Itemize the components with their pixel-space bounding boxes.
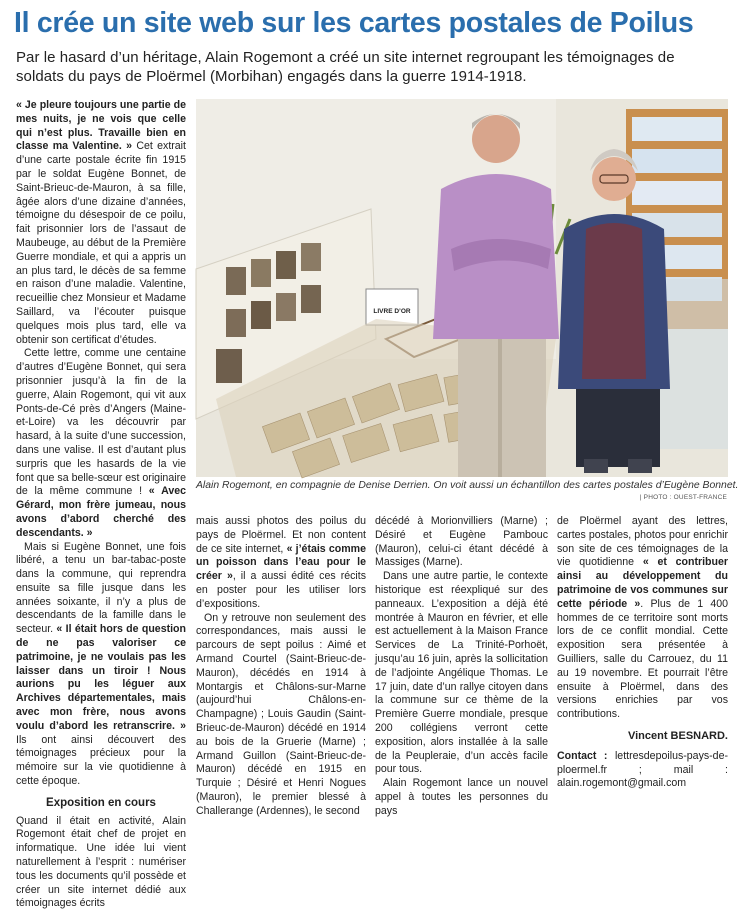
body-text: . Plus de 1 400 hommes de ce territoire sont morts lors de ce conflit mondial. Cette exposition sera présentée à Guilliers, salle du Carrouez, du 11 au 19 novembre. Et pourrait l’être ensuite à Ploërmel, dans des versions enrichies par vos contributions.	[557, 597, 728, 721]
body-text: Cet extrait d’une carte postale écrite fin 1915 par le soldat Eugène Bonnet, de Saint-Brieuc-de-Mauron, à sa fille, âgée alors d’une dizaine d’années, témoigne du désespoir de ce poilu, fait prisonnier lors de l’assaut de Maubeuge, au début de la Première Guerre mondiale, et qui a appris un an plus tard, le décès de sa femme en raison d’une maladie. Valentine, recueillie chez Monsieur et Madame Saillard, va l’écouter puisque quelques mois plus tard, elle va obtenir son certificat d’études.	[16, 140, 186, 346]
body-text: de Ploërmel ayant des lettres, cartes postales, photos pour enrichir son site de ces témoignages de la vie quotidienne	[557, 515, 728, 569]
paragraph	[16, 347, 186, 540]
body-text: Quand il était en activité, Alain Rogemont était chef de projet en informatique. Une idée lui vient naturellement à l’esprit : numériser tous les documents qu’il possède et créer un site internet dédié aux témoignages écrits	[16, 814, 186, 910]
body-text: Dans une autre partie, le contexte historique est réexpliqué sur des panneaux. L’exposition a déjà été montrée à Mauron en février, et elle est actuellement à la Maison France Services de La Trinité-Porhoët, jusqu’au 16 juin, après la sollicitation de l’adjointe Angélique Thomas. Le 17 juin, date d’un rallye citoyen dans la commune sur ce thème de la Première Guerre mondiale, presque 200 collégiens verront cette exposition, alors installée à la salle de la Peupleraie, d’un accès facile pour tous.	[375, 570, 548, 776]
chapo: Par le hasard d’un héritage, Alain Rogemont a créé un site internet regroupant les témoignages de soldats du pays de Ploërmel (Morbihan) engagés dans la guerre 1914-1918.	[16, 49, 675, 85]
body-text: Mais si Eugène Bonnet, une fois libéré, a tenu un bar-tabac-poste dans la commune, qui reprendra ensuite sa fille jusque dans les années soixante, il n’y a plus de descendants de la famille dans le secteur.	[16, 540, 186, 636]
photo-credit: | PHOTO : OUEST-FRANCE	[639, 494, 727, 501]
body-text: Ils ont ainsi découvert des témoignages précieux pour la mémoire sur la vie quotidienne à cette époque.	[16, 733, 186, 788]
photo-caption: Alain Rogemont, en compagnie de Denise Derrien. On voit aussi un échantillon des cartes postales d’Eugène Bonnet.	[196, 480, 738, 491]
paragraph	[196, 612, 366, 819]
body-text: décédé à Morionvilliers (Marne) ; Désiré et Eugène Pambouc (Mauron), celui-ci étant décédé à Massiges (Marne).	[375, 515, 548, 569]
body-text: Cette lettre, comme une centaine d’autres d’Eugène Bonnet, qui sera prisonnier jusqu’à la fin de la guerre, Alain Rogemont, qui vit aux Ponts-de-Cé près d’Angers (Maine-et-Loire) va les découvrir par hasard, à la suite d’une succession, dans une valise. Il est d’autant plus surpris que les hasards de la vie font que sa belle-sœur est originaire de la même commune !	[16, 347, 186, 498]
paragraph	[375, 515, 548, 570]
quote: « Il était hors de question de ne pas valoriser ce patrimoine, je ne voulais pas les laisser dans un tiroir ! Nous aurions pu les léguer aux Archives départementales, mais avec mon frère, nous avons voulu d’abord les retranscrire. »	[16, 623, 186, 732]
quote: « et contribuer ainsi au développement du patrimoine de vos communes sur cette période »	[557, 556, 728, 610]
body-text: Alain Rogemont lance un nouvel appel à toutes les personnes du pays	[375, 777, 548, 817]
quote: « Je pleure toujours une partie de mes nuits, je ne vois que celle qui n’est plus. Travaille bien en classe ma Valentine. »	[16, 99, 186, 153]
paragraph	[196, 515, 366, 612]
contact-label: Contact :	[557, 749, 608, 762]
paragraph	[16, 99, 186, 347]
paragraph	[16, 541, 186, 789]
article-column-1	[16, 99, 187, 910]
subheading: Exposition en cours	[46, 796, 156, 809]
article-column-2	[196, 515, 366, 817]
headline: Il crée un site web sur les cartes postales de Poilus	[14, 7, 694, 39]
book-sign-label: LIVRE D’OR	[373, 308, 411, 315]
article-column-4	[557, 515, 728, 790]
paragraph	[557, 515, 728, 722]
paragraph	[16, 815, 186, 911]
body-text: mais aussi photos des poilus du pays de Ploërmel. Et non content de ce site internet,	[196, 515, 366, 555]
author-signature: Vincent BESNARD.	[627, 729, 728, 742]
quote: « Avec Gérard, mon frère jumeau, nous avons d’abord cherché des descendants. »	[16, 485, 187, 539]
article-column-3	[375, 515, 548, 817]
paragraph	[375, 570, 548, 777]
quote: « j’étais comme un poisson dans l’eau pour le créer »	[196, 542, 366, 583]
article-photo	[196, 99, 728, 477]
body-text: On y retrouve non seulement des correspondances, mais aussi le parcours de sept poilus : Aimé et Armand Courtel (Saint-Brieuc-de-Mauron), décédés en 1914 à Montargis et Châlons-sur-Marne (aujourd’hui Châlons-en-Champagne) ; Louis Gaudin (Saint-Brieuc-de-Mauron) décédé en 1914 au bois de la Gruerie (Marne) ; Armand Guillon (Saint-Brieuc-de-Mauron) décédé en 1915 en Turquie ; Désiré et Henri Nogues (Mauron), le premier blessé à Challerange (Ardennes), le second	[196, 611, 366, 817]
contact-line	[557, 750, 728, 791]
body-text: , il a aussi édité ces récits en poster pour les utiliser lors d’expositions.	[196, 570, 366, 610]
paragraph	[375, 777, 548, 818]
contact-details: lettresdepoilus-pays-de-ploermel.fr ; mail : alain.rogemont@gmail.com	[557, 749, 728, 790]
